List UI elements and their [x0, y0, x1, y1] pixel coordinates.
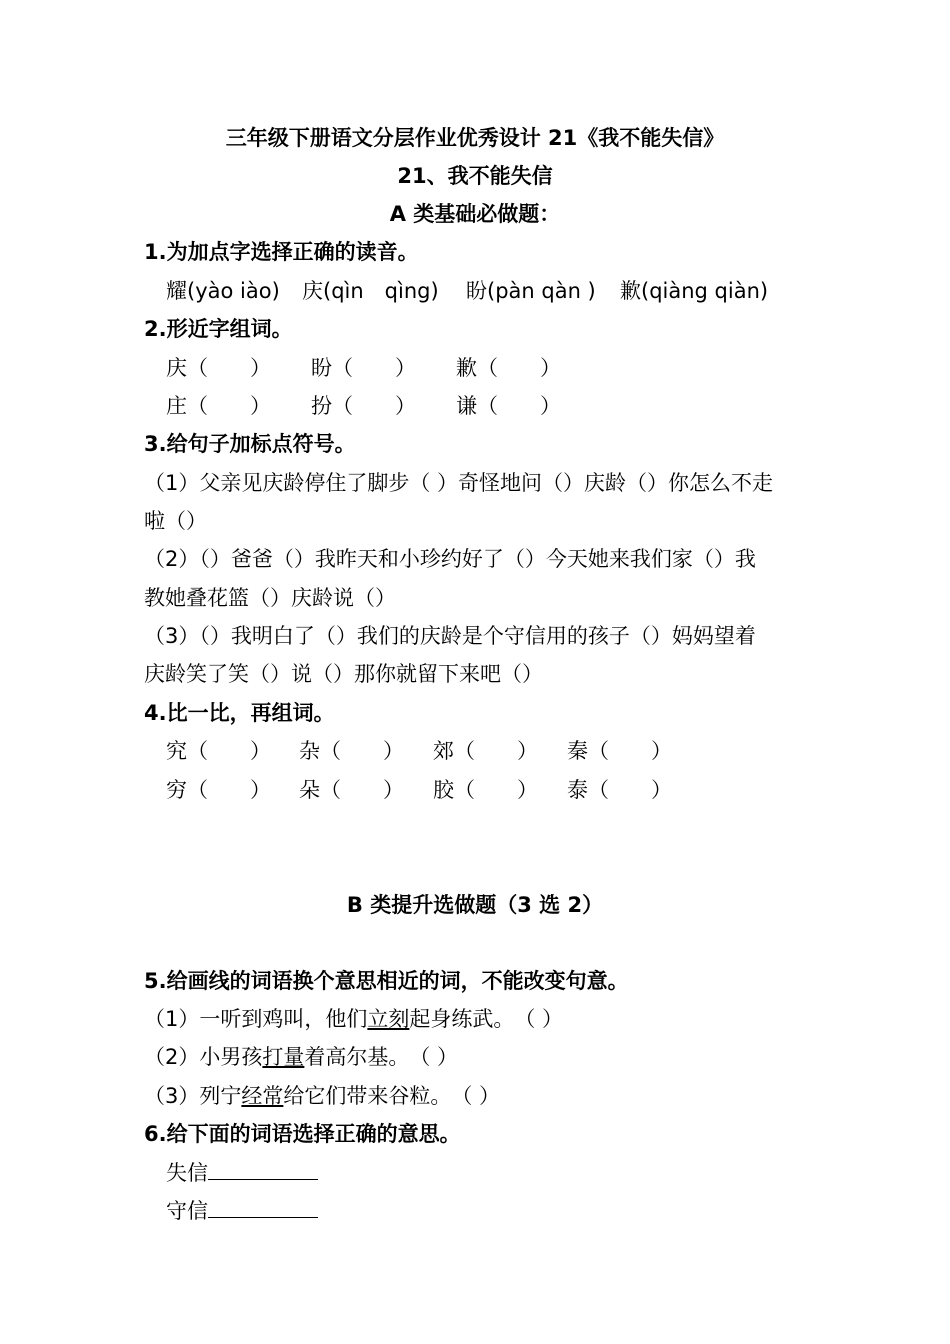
underlined-word: 打量: [262, 1045, 305, 1069]
q5-sentence-1: [144, 1005, 814, 1033]
word-blank: 泰（ ）: [567, 778, 672, 802]
word-blank: 朵（ ）: [299, 778, 404, 802]
section-a-heading: A 类基础必做题：: [389, 202, 561, 226]
sentence-3-line-2: 庆龄笑了笑（）说（）那你就留下来吧（）: [144, 662, 543, 686]
worksheet-title: 三年级下册语文分层作业优秀设计 21《我不能失信》: [225, 126, 725, 150]
word-blank: 究（ ）: [166, 739, 271, 763]
question-3-heading: 3.给句子加标点符号。: [144, 432, 356, 456]
answer-blank[interactable]: [208, 1159, 318, 1180]
word-blank: 郊（ ）: [433, 739, 538, 763]
question-4-heading: 4.比一比，再组词。: [144, 701, 335, 725]
sentence-2-line-2: 教她叠花篮（）庆龄说（）: [144, 586, 396, 610]
lesson-title: 21、我不能失信: [397, 164, 553, 188]
pinyin-option: 庆(qìn qìng): [302, 279, 439, 303]
question-5-heading: 5.给画线的词语换个意思相近的词，不能改变句意。: [144, 969, 629, 993]
pinyin-option: 歉(qiàng qiàn): [620, 279, 769, 303]
q6-item-2: [166, 1197, 318, 1225]
sentence-text: 给它们带来谷粒。 （ ）: [283, 1084, 501, 1108]
pinyin-option: 盼(pàn qàn ): [466, 279, 596, 303]
answer-blank[interactable]: [208, 1197, 318, 1218]
sentence-text: 起身练武。 （ ）: [409, 1007, 564, 1031]
word-label: 失信: [166, 1161, 208, 1185]
word-blank: 胶（ ）: [433, 778, 538, 802]
word-blank: 庄（ ）: [166, 394, 271, 418]
sentence-2-line-1: （2）（）爸爸（）我昨天和小珍约好了（）今天她来我们家（）我: [144, 547, 756, 571]
word-blank: 秦（ ）: [567, 739, 672, 763]
word-blank: 歉（ ）: [456, 356, 561, 380]
word-blank: 盼（ ）: [311, 356, 416, 380]
word-blank: 杂（ ）: [299, 739, 404, 763]
underlined-word: 立刻: [367, 1007, 410, 1031]
q5-sentence-3: [144, 1082, 814, 1110]
question-6-heading: 6.给下面的词语选择正确的意思。: [144, 1122, 461, 1146]
word-blank: 穷（ ）: [166, 778, 271, 802]
question-2-heading: 2.形近字组词。: [144, 317, 293, 341]
sentence-1-line-1: （1）父亲见庆龄停住了脚步（ ）奇怪地问（）庆龄（）你怎么不走: [144, 471, 774, 495]
word-blank: 扮（ ）: [311, 394, 416, 418]
pinyin-option: 耀(yào iào): [166, 279, 280, 303]
word-blank: 庆（ ）: [166, 356, 271, 380]
sentence-text: （2）小男孩: [144, 1045, 263, 1069]
sentence-text: 着高尔基。 （ ）: [304, 1045, 459, 1069]
sentence-text: （1）一听到鸡叫，他们: [144, 1007, 368, 1031]
sentence-1-line-2: 啦（）: [144, 509, 207, 533]
word-label: 守信: [166, 1199, 208, 1223]
q5-sentence-2: [144, 1043, 814, 1071]
section-b-heading: B 类提升选做题（3 选 2）: [346, 893, 604, 917]
underlined-word: 经常: [241, 1084, 284, 1108]
word-blank: 谦（ ）: [456, 394, 561, 418]
question-1-heading: 1.为加点字选择正确的读音。: [144, 240, 419, 264]
q6-item-1: [166, 1159, 318, 1187]
sentence-text: （3）列宁: [144, 1084, 242, 1108]
sentence-3-line-1: （3）（）我明白了（）我们的庆龄是个守信用的孩子（）妈妈望着: [144, 624, 756, 648]
